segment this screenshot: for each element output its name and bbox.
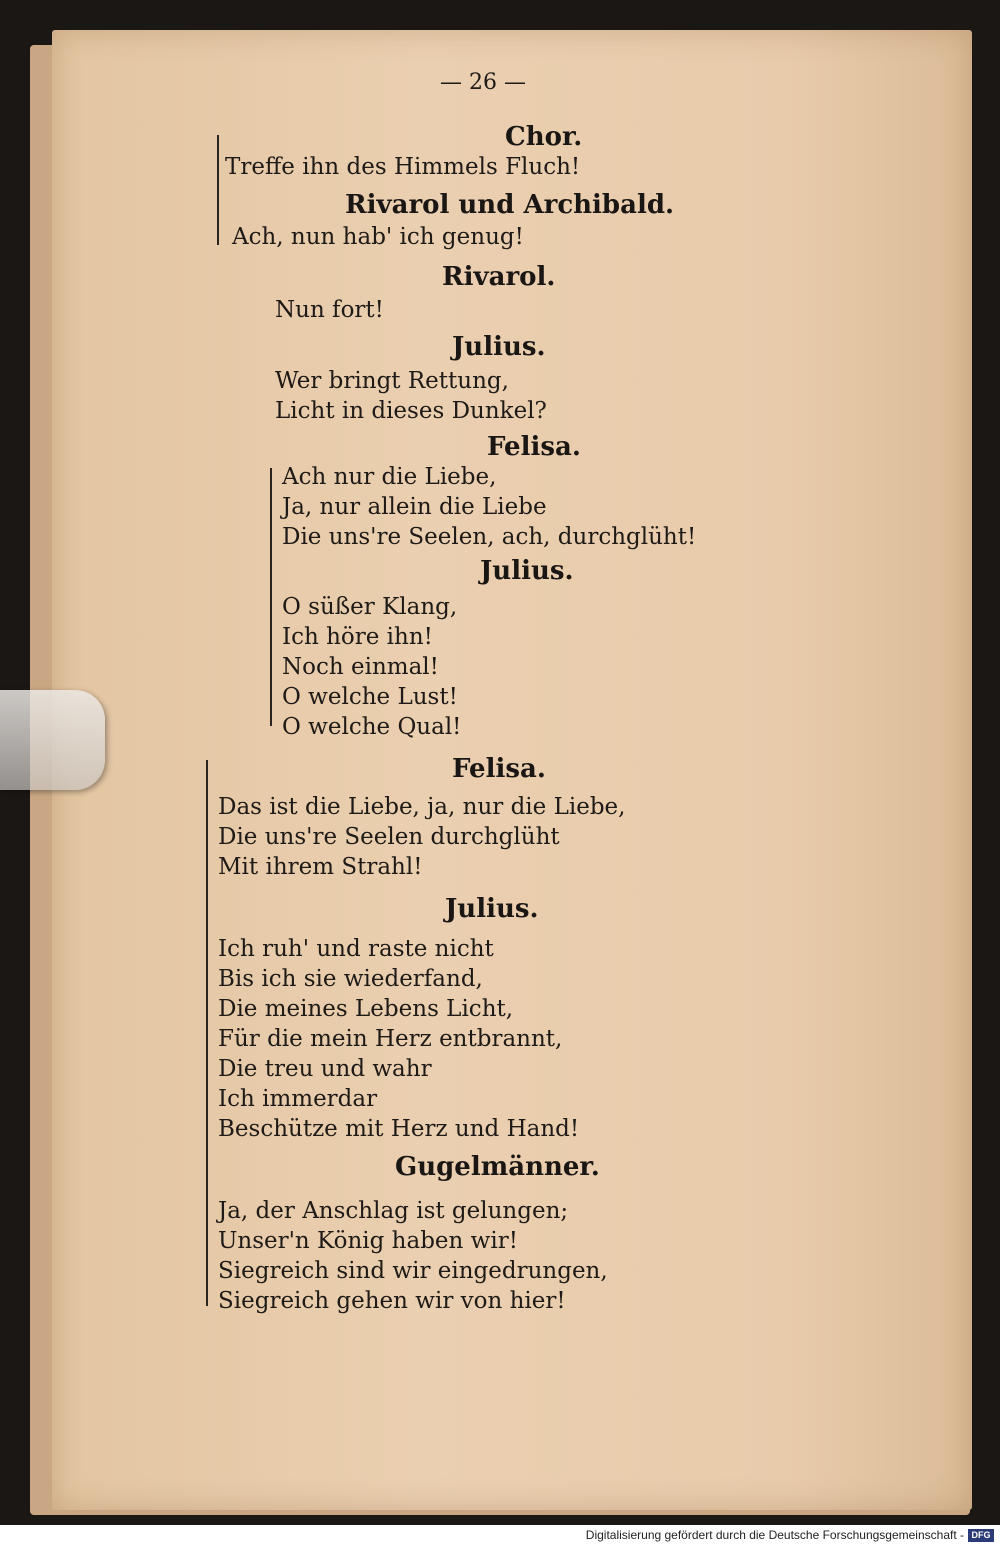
text-line: Für die mein Herz entbrannt, [218, 1026, 563, 1052]
speaker-felisa: Felisa. [487, 432, 581, 462]
speaker-gugelmaenner: Gugelmänner. [395, 1152, 600, 1182]
text-line: Nun fort! [275, 297, 384, 323]
text-line: O welche Lust! [282, 684, 458, 710]
text-line: O welche Qual! [282, 714, 462, 740]
text-line: Ja, nur allein die Liebe [282, 494, 547, 520]
text-line: Beschütze mit Herz und Hand! [218, 1116, 580, 1142]
text-line: Ach nur die Liebe, [282, 464, 497, 490]
page-number: — 26 — [440, 70, 526, 95]
speaker-rivarol: Rivarol. [442, 262, 556, 292]
brace-chor [217, 135, 219, 245]
text-line: Siegreich sind wir eingedrungen, [218, 1258, 608, 1284]
text-line: Noch einmal! [282, 654, 439, 680]
text-line: Ich immerdar [218, 1086, 378, 1112]
text-line: O süßer Klang, [282, 594, 458, 620]
text-line: Die meines Lebens Licht, [218, 996, 514, 1022]
text-line: Unser'n König haben wir! [218, 1228, 518, 1254]
footer-credit: Digitalisierung gefördert durch die Deutsche Forschungsgemeinschaft - [585, 1528, 964, 1542]
brace-final-ensemble [206, 760, 208, 1306]
speaker-julius: Julius. [480, 556, 574, 586]
speaker-felisa: Felisa. [452, 754, 546, 784]
text-line: Das ist die Liebe, ja, nur die Liebe, [218, 794, 626, 820]
text-line: Licht in dieses Dunkel? [275, 398, 547, 424]
brace-felisa-julius [270, 468, 272, 726]
text-line: Siegreich gehen wir von hier! [218, 1288, 566, 1314]
text-line: Ich höre ihn! [282, 624, 433, 650]
speaker-rivarol-archibald: Rivarol und Archibald. [345, 190, 675, 220]
dfg-logo: DFG [968, 1529, 994, 1542]
text-line: Ach, nun hab' ich genug! [232, 224, 524, 250]
speaker-julius: Julius. [445, 894, 539, 924]
text-line: Die uns're Seelen durchglüht [218, 824, 560, 850]
text-line: Wer bringt Rettung, [275, 368, 509, 394]
text-line: Die treu und wahr [218, 1056, 432, 1082]
speaker-chor: Chor. [505, 122, 583, 152]
text-line: Mit ihrem Strahl! [218, 854, 423, 880]
text-line: Ja, der Anschlag ist gelungen; [218, 1198, 569, 1224]
text-line: Treffe ihn des Himmels Fluch! [225, 154, 581, 180]
speaker-julius: Julius. [452, 332, 546, 362]
text-line: Ich ruh' und raste nicht [218, 936, 494, 962]
text-line: Bis ich sie wiederfand, [218, 966, 483, 992]
text-line: Die uns're Seelen, ach, durchglüht! [282, 524, 697, 550]
page-clip [0, 690, 105, 790]
